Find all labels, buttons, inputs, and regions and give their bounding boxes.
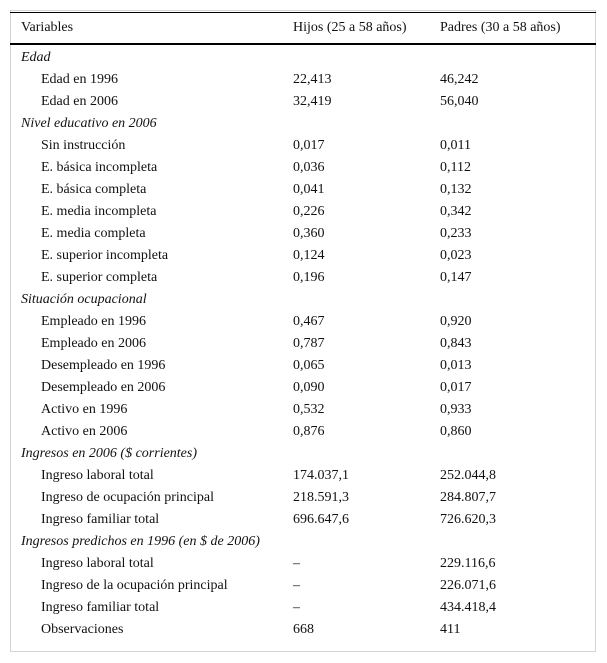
table-row xyxy=(10,553,596,575)
table-row xyxy=(10,509,596,531)
hijos-value: 174.037,1 xyxy=(293,467,349,483)
header-hijos: Hijos (25 a 58 años) xyxy=(283,13,435,44)
table-row xyxy=(10,91,596,113)
row-label: E. básica incompleta xyxy=(41,159,158,175)
row-label: E. superior completa xyxy=(41,269,158,285)
row-label: Desempleado en 1996 xyxy=(41,357,166,373)
padres-value: 0,112 xyxy=(440,159,471,175)
table-row xyxy=(10,267,596,289)
padres-value: 226.071,6 xyxy=(440,577,496,593)
table-header xyxy=(10,13,596,44)
table-row xyxy=(10,69,596,91)
row-label: E. básica completa xyxy=(41,181,147,197)
hijos-value: 0,041 xyxy=(293,181,325,197)
section-row xyxy=(10,443,596,465)
padres-value: 0,920 xyxy=(440,313,472,329)
table-row xyxy=(10,619,596,641)
section-row xyxy=(10,113,596,135)
table-row xyxy=(10,245,596,267)
row-label: Ingreso de ocupación principal xyxy=(41,489,214,505)
row-label: E. media incompleta xyxy=(41,203,157,219)
section-title: Ingresos predichos en 1996 (en $ de 2006) xyxy=(21,533,260,549)
hijos-value: – xyxy=(293,577,300,593)
table-row xyxy=(10,575,596,597)
row-label: Edad en 1996 xyxy=(41,71,118,87)
section-row xyxy=(10,44,596,69)
table-row xyxy=(10,465,596,487)
hijos-value: 0,196 xyxy=(293,269,325,285)
row-label: Ingreso familiar total xyxy=(41,511,160,527)
row-label: Ingreso laboral total xyxy=(41,555,154,571)
padres-value: 0,013 xyxy=(440,357,472,373)
row-label: Activo en 2006 xyxy=(41,423,128,439)
section-title: Edad xyxy=(21,49,51,65)
table-row xyxy=(10,333,596,355)
hijos-value: 0,065 xyxy=(293,357,325,373)
padres-value: 0,933 xyxy=(440,401,472,417)
table-row xyxy=(10,135,596,157)
hijos-value: 0,226 xyxy=(293,203,325,219)
hijos-value: 0,787 xyxy=(293,335,325,351)
row-label: Activo en 1996 xyxy=(41,401,128,417)
row-label: Ingreso laboral total xyxy=(41,467,154,483)
padres-value: 0,017 xyxy=(440,379,472,395)
hijos-value: 32,419 xyxy=(293,93,332,109)
table-row xyxy=(10,311,596,333)
hijos-value: 696.647,6 xyxy=(293,511,349,527)
row-label: Sin instrucción xyxy=(41,137,126,153)
section-row xyxy=(10,289,596,311)
table-row xyxy=(10,355,596,377)
hijos-value: 22,413 xyxy=(293,71,332,87)
table-row xyxy=(10,201,596,223)
padres-value: 0,860 xyxy=(440,423,472,439)
row-label: Ingreso de la ocupación principal xyxy=(41,577,228,593)
table-row xyxy=(10,377,596,399)
row-label: Edad en 2006 xyxy=(41,93,118,109)
padres-value: 0,023 xyxy=(440,247,472,263)
table-row xyxy=(10,597,596,619)
table-row xyxy=(10,399,596,421)
table-body xyxy=(10,44,596,641)
padres-value: 229.116,6 xyxy=(440,555,496,571)
padres-value: 56,040 xyxy=(440,93,479,109)
hijos-value: – xyxy=(293,555,300,571)
row-label: E. media completa xyxy=(41,225,146,241)
padres-value: 0,843 xyxy=(440,335,472,351)
row-label: Observaciones xyxy=(41,621,124,637)
table-row xyxy=(10,223,596,245)
hijos-value: 668 xyxy=(293,621,314,637)
hijos-value: 0,090 xyxy=(293,379,325,395)
hijos-value: 0,532 xyxy=(293,401,325,417)
header-row xyxy=(10,13,596,44)
header-padres: Padres (30 a 58 años) xyxy=(435,13,596,44)
hijos-value: 0,124 xyxy=(293,247,325,263)
row-label: Empleado en 2006 xyxy=(41,335,146,351)
row-label: Ingreso familiar total xyxy=(41,599,160,615)
padres-value: 252.044,8 xyxy=(440,467,496,483)
section-row xyxy=(10,531,596,553)
hijos-value: 0,467 xyxy=(293,313,325,329)
section-title: Ingresos en 2006 ($ corrientes) xyxy=(21,445,198,461)
hijos-value: – xyxy=(293,599,300,615)
padres-value: 411 xyxy=(440,621,461,637)
padres-value: 0,233 xyxy=(440,225,472,241)
padres-value: 0,132 xyxy=(440,181,472,197)
table-row xyxy=(10,487,596,509)
hijos-value: 0,360 xyxy=(293,225,325,241)
section-title: Nivel educativo en 2006 xyxy=(21,115,157,131)
padres-value: 726.620,3 xyxy=(440,511,496,527)
padres-value: 0,147 xyxy=(440,269,472,285)
hijos-value: 0,017 xyxy=(293,137,325,153)
table-row xyxy=(10,179,596,201)
padres-value: 0,011 xyxy=(440,137,471,153)
hijos-value: 0,876 xyxy=(293,423,325,439)
table-row xyxy=(10,421,596,443)
hijos-value: 218.591,3 xyxy=(293,489,349,505)
padres-value: 434.418,4 xyxy=(440,599,496,615)
section-title: Situación ocupacional xyxy=(21,291,147,307)
padres-value: 0,342 xyxy=(440,203,472,219)
row-label: Desempleado en 2006 xyxy=(41,379,166,395)
header-variables: Variables xyxy=(10,13,283,44)
row-label: E. superior incompleta xyxy=(41,247,169,263)
padres-value: 284.807,7 xyxy=(440,489,496,505)
table-row xyxy=(10,157,596,179)
row-label: Empleado en 1996 xyxy=(41,313,146,329)
statistics-table xyxy=(10,12,596,641)
hijos-value: 0,036 xyxy=(293,159,325,175)
padres-value: 46,242 xyxy=(440,71,479,87)
